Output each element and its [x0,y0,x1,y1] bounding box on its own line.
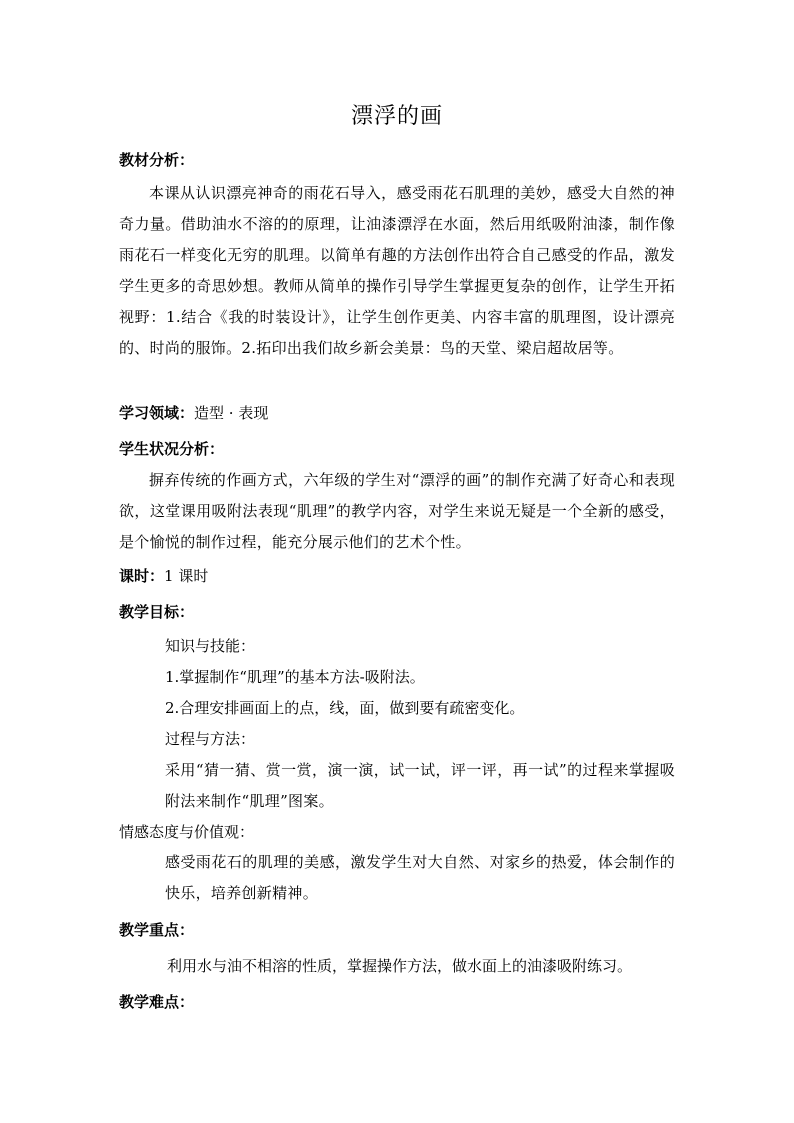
process-heading: 过程与方法： [165,730,256,748]
knowledge-heading: 知识与技能： [165,637,256,655]
emotion-heading: 情感态度与价值观： [119,823,255,841]
student-analysis-text: 摒弃传统的作画方式，六年级的学生对“漂浮的画”的制作充满了好奇心和表现欲，这堂课用吸附法表现“肌理”的教学内容，对学生来说无疑是一个全新的感受，是个愉悦的制作过程，能充分展示他们的艺术个性。 [119,471,675,551]
student-analysis-heading: 学生状况分析： [119,440,225,458]
teaching-goals-heading: 教学目标： [119,603,195,621]
emotion-text: 感受雨花石的肌理的美感，激发学生对大自然、对家乡的热爱，体会制作的快乐，培养创新精神。 [165,853,675,902]
material-analysis-heading: 教材分析： [119,151,195,169]
process-text: 采用“猜一猜、赏一赏，演一演，试一试，评一评，再一试”的过程来掌握吸附法来制作“肌理”图案。 [165,761,675,810]
lesson-time-heading: 课时： [119,567,165,585]
knowledge-item-2: 2.合理安排画面上的点，线，面，做到要有疏密变化。 [165,699,525,717]
material-analysis-text: 本课从认识漂亮神奇的雨花石导入，感受雨花石肌理的美妙，感受大自然的神奇力量。借助油水不溶的的原理，让油漆漂浮在水面，然后用纸吸附油漆，制作像雨花石一样变化无穷的肌理。以简单有趣的方法创作出符合自己感受的作品，激发学生更多的奇思妙想。教师从简单的操作引导学生掌握更复杂的创作，让学生开拓视野：1.结合《我的时装设计》，让学生创作更美、内容丰富的肌理图，设计漂亮的、时尚的服饰。2.拓印出我们故乡新会美景：鸟的天堂、梁启超故居等。 [119,184,675,357]
lesson-time-row [119,566,208,586]
learning-domain-value: 造型 · 表现 [194,404,269,422]
knowledge-item-1: 1.掌握制作“肌理”的基本方法-吸附法。 [165,668,425,686]
learning-domain-heading: 学习领域： [119,404,195,422]
lesson-time-value: 1 课时 [164,567,209,585]
learning-domain-row [119,403,268,423]
difficulties-heading: 教学难点： [119,993,195,1011]
document-title: 漂浮的画 [350,104,443,129]
key-points-heading: 教学重点： [119,921,195,939]
key-points-text: 利用水与油不相溶的性质，掌握操作方法，做水面上的油漆吸附练习。 [167,957,633,975]
